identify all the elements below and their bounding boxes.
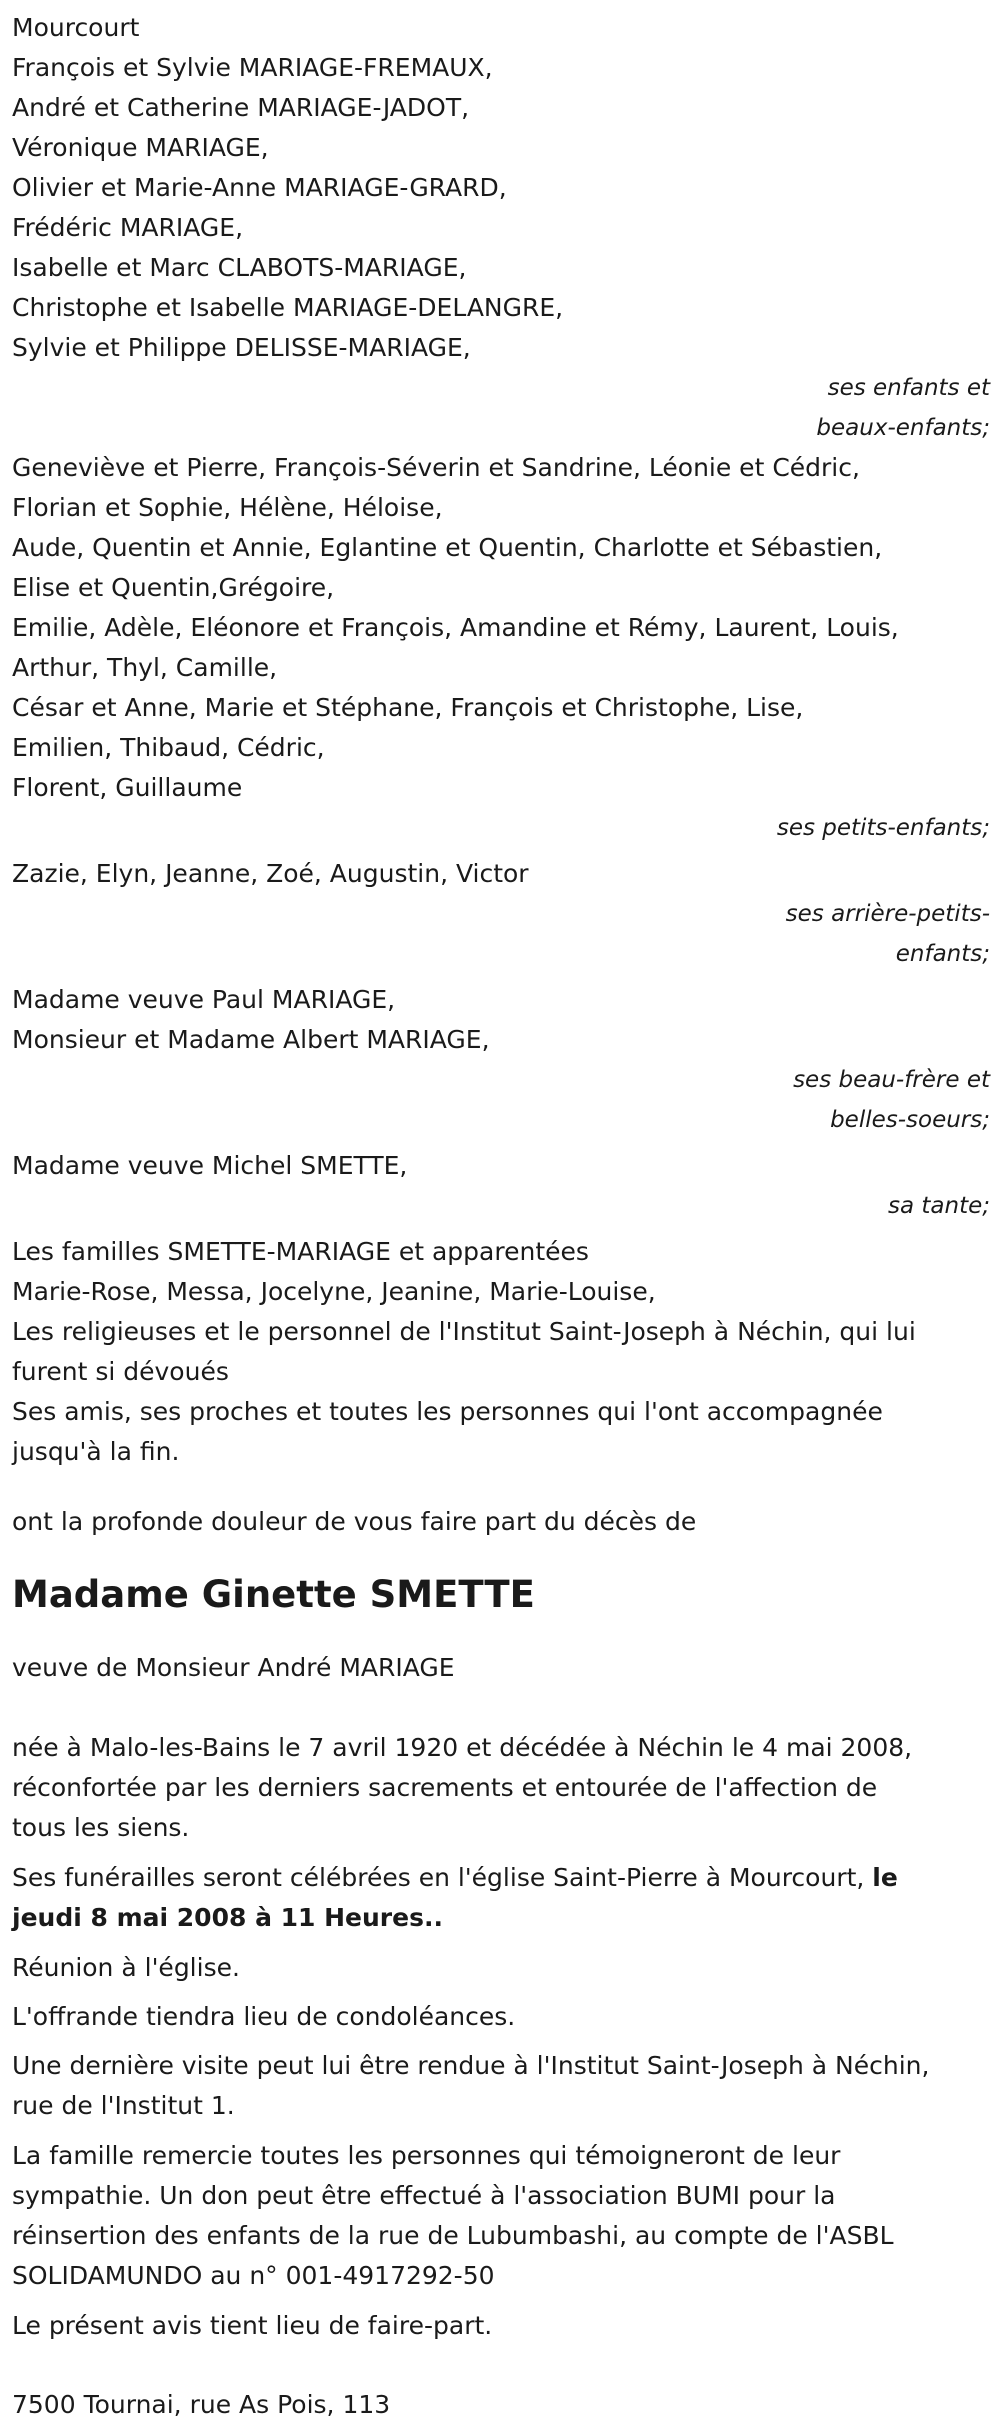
grandchildren-role: ses petits-enfants; bbox=[776, 815, 990, 841]
deceased-name: Madame Ginette SMETTE bbox=[12, 1573, 535, 1616]
role-label: ses arrière-petits- bbox=[785, 901, 990, 927]
aunt-line: Madame veuve Michel SMETTE, bbox=[12, 1151, 408, 1180]
list-item: Isabelle et Marc CLABOTS-MARIAGE, bbox=[12, 253, 467, 282]
birth-death-paragraph bbox=[12, 1728, 990, 1848]
list-item: Madame veuve Paul MARIAGE, bbox=[12, 985, 396, 1014]
list-item: André et Catherine MARIAGE-JADOT, bbox=[12, 93, 470, 122]
list-item: Christophe et Isabelle MARIAGE-DELANGRE, bbox=[12, 293, 564, 322]
list-item: Véronique MARIAGE, bbox=[12, 133, 269, 162]
obituary-notice bbox=[12, 8, 990, 2425]
list-item: Arthur, Thyl, Camille, bbox=[12, 653, 278, 682]
funeral-paragraph bbox=[12, 1858, 990, 1938]
announcement-line: ont la profonde douleur de vous faire part du décès de bbox=[12, 1507, 697, 1536]
paragraph-line: SOLIDAMUNDO au n° 001-4917292-50 bbox=[12, 2261, 495, 2290]
list-item: Aude, Quentin et Annie, Eglantine et Quentin, Charlotte et Sébastien, bbox=[12, 533, 883, 562]
role-label: ses enfants et bbox=[827, 375, 990, 401]
paragraph-line: née à Malo-les-Bains le 7 avril 1920 et décédée à Néchin le 4 mai 2008, bbox=[12, 1733, 913, 1762]
role-label: ses beau-frère et bbox=[793, 1067, 990, 1093]
in-laws-list bbox=[12, 980, 990, 1060]
role-label: beaux-enfants; bbox=[816, 415, 990, 441]
paragraph-line: rue de l'Institut 1. bbox=[12, 2091, 235, 2120]
children-list bbox=[12, 48, 990, 368]
others-list bbox=[12, 1232, 990, 1472]
visit-paragraph bbox=[12, 2046, 990, 2126]
funeral-date-line: jeudi 8 mai 2008 à 11 Heures.. bbox=[12, 1903, 443, 1932]
great-grandchildren-role bbox=[12, 894, 990, 974]
list-item: Geneviève et Pierre, François-Séverin et Sandrine, Léonie et Cédric, bbox=[12, 453, 860, 482]
great-grandchildren-line: Zazie, Elyn, Jeanne, Zoé, Augustin, Victor bbox=[12, 859, 529, 888]
notice-line: Le présent avis tient lieu de faire-part. bbox=[12, 2311, 493, 2340]
role-label: enfants; bbox=[895, 941, 990, 967]
list-item: Elise et Quentin,Grégoire, bbox=[12, 573, 335, 602]
list-item: Monsieur et Madame Albert MARIAGE, bbox=[12, 1025, 490, 1054]
funeral-date-bold: le bbox=[872, 1863, 898, 1892]
thanks-paragraph bbox=[12, 2136, 990, 2296]
paragraph-line: tous les siens. bbox=[12, 1813, 190, 1842]
list-item: César et Anne, Marie et Stéphane, François et Christophe, Lise, bbox=[12, 693, 804, 722]
list-item: Sylvie et Philippe DELISSE-MARIAGE, bbox=[12, 333, 471, 362]
address-line: 7500 Tournai, rue As Pois, 113 bbox=[12, 2390, 391, 2419]
list-item: Marie-Rose, Messa, Jocelyne, Jeanine, Marie-Louise, bbox=[12, 1277, 656, 1306]
list-item: Olivier et Marie-Anne MARIAGE-GRARD, bbox=[12, 173, 507, 202]
list-item: Emilien, Thibaud, Cédric, bbox=[12, 733, 325, 762]
meeting-line: Réunion à l'église. bbox=[12, 1953, 240, 1982]
list-item: Florent, Guillaume bbox=[12, 773, 243, 802]
list-item: Les religieuses et le personnel de l'Institut Saint-Joseph à Néchin, qui lui bbox=[12, 1317, 916, 1346]
list-item: Les familles SMETTE-MARIAGE et apparentées bbox=[12, 1237, 589, 1266]
list-item: François et Sylvie MARIAGE-FREMAUX, bbox=[12, 53, 493, 82]
role-label: belles-soeurs; bbox=[830, 1107, 990, 1133]
list-item: jusqu'à la fin. bbox=[12, 1437, 180, 1466]
list-item: Ses amis, ses proches et toutes les personnes qui l'ont accompagnée bbox=[12, 1397, 883, 1426]
list-item: Frédéric MARIAGE, bbox=[12, 213, 244, 242]
paragraph-line: sympathie. Un don peut être effectué à l'association BUMI pour la bbox=[12, 2181, 836, 2210]
grandchildren-list bbox=[12, 448, 990, 808]
aunt-role: sa tante; bbox=[888, 1193, 990, 1219]
list-item: furent si dévoués bbox=[12, 1357, 229, 1386]
offering-line: L'offrande tiendra lieu de condoléances. bbox=[12, 2002, 516, 2031]
paragraph-line bbox=[12, 1858, 990, 1898]
funeral-text: Ses funérailles seront célébrées en l'église Saint-Pierre à Mourcourt, bbox=[12, 1863, 873, 1892]
list-item: Emilie, Adèle, Eléonore et François, Amandine et Rémy, Laurent, Louis, bbox=[12, 613, 899, 642]
children-role bbox=[12, 368, 990, 448]
paragraph-line: La famille remercie toutes les personnes qui témoigneront de leur bbox=[12, 2141, 841, 2170]
in-laws-role bbox=[12, 1060, 990, 1140]
paragraph-line: réinsertion des enfants de la rue de Lubumbashi, au compte de l'ASBL bbox=[12, 2221, 894, 2250]
list-item: Florian et Sophie, Hélène, Héloise, bbox=[12, 493, 443, 522]
paragraph-line: réconfortée par les derniers sacrements et entourée de l'affection de bbox=[12, 1773, 878, 1802]
widow-of-line: veuve de Monsieur André MARIAGE bbox=[12, 1653, 455, 1682]
place-line: Mourcourt bbox=[12, 13, 140, 42]
paragraph-line: Une dernière visite peut lui être rendue à l'Institut Saint-Joseph à Néchin, bbox=[12, 2051, 930, 2080]
